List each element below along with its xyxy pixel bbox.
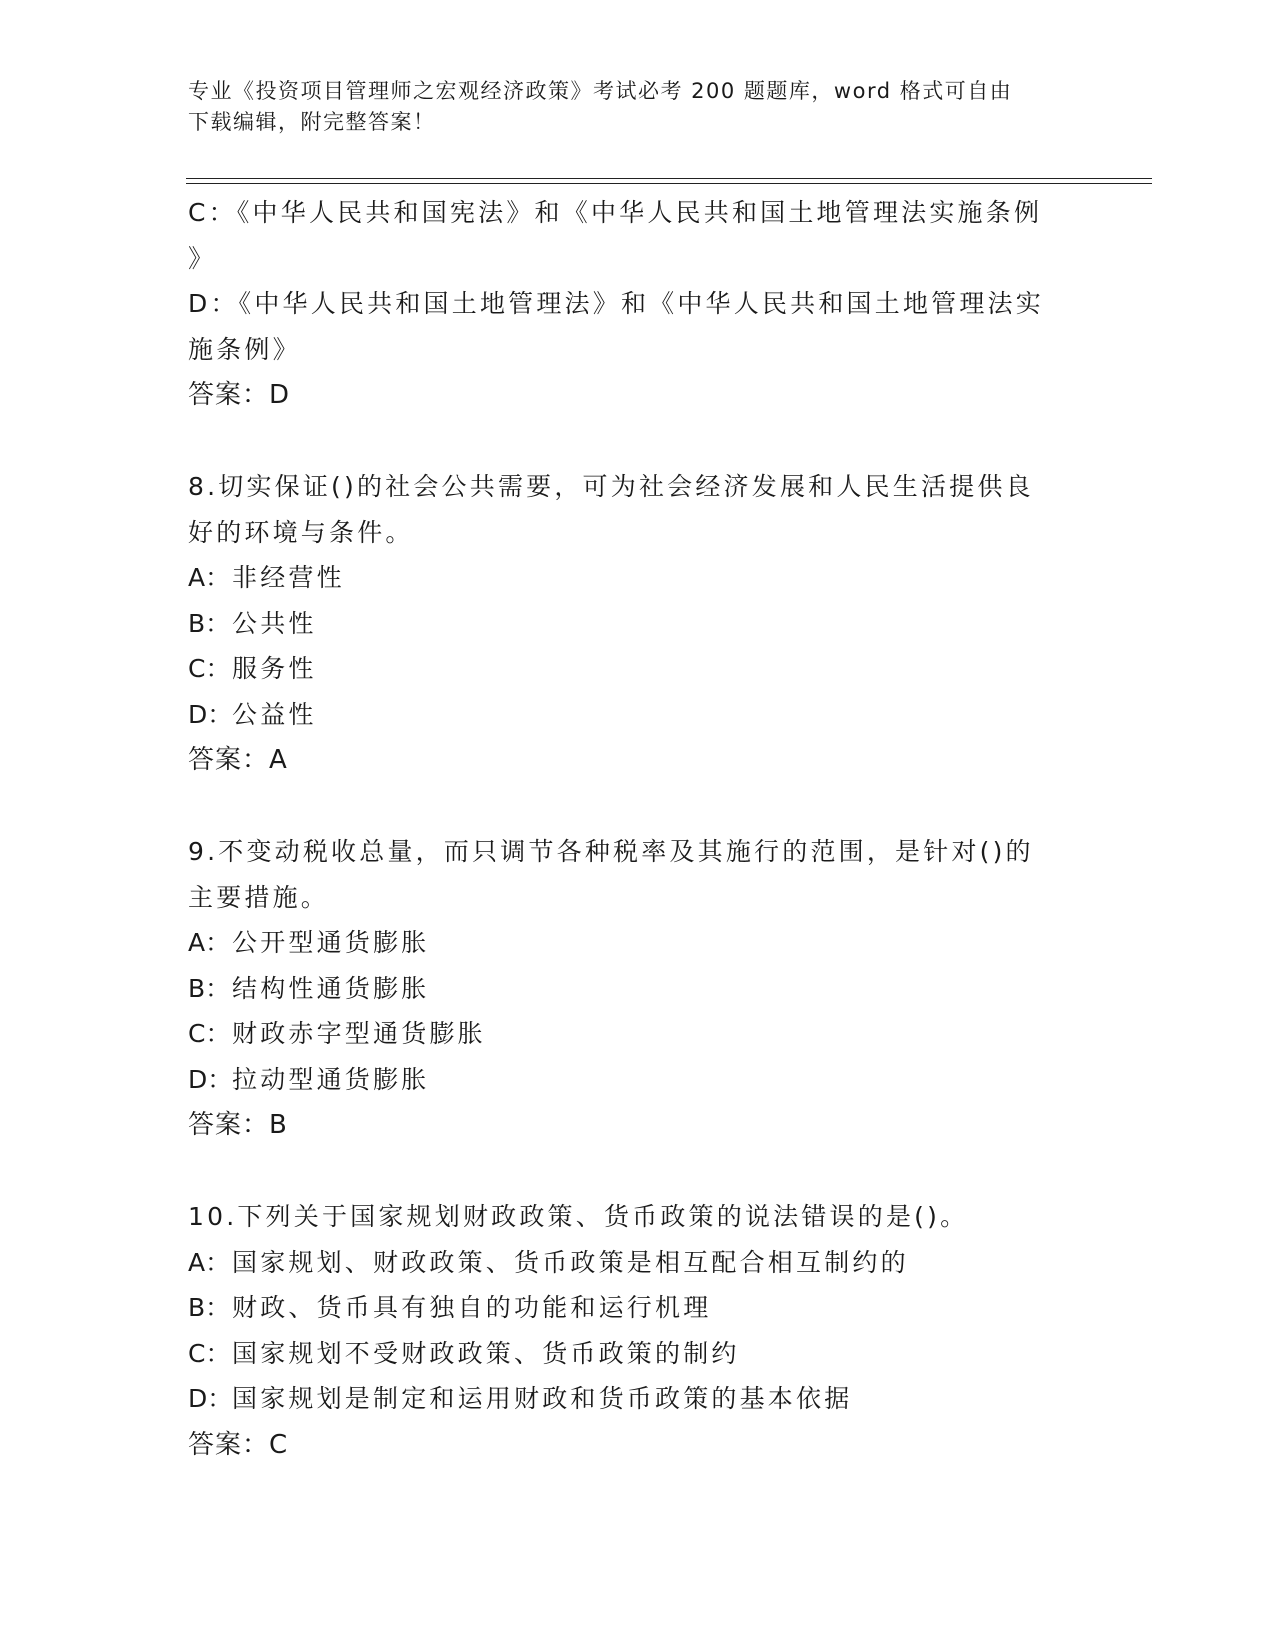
spacer — [188, 783, 1068, 829]
option-text: 拉动型通货膨胀 — [232, 1064, 430, 1094]
answer-line: 答案：D — [188, 380, 291, 410]
question-10 — [188, 1194, 1068, 1468]
option-text: 公共性 — [232, 608, 317, 638]
answer-line: 答案：B — [188, 1110, 288, 1140]
option-label: B： — [188, 608, 231, 638]
question-stem-line-2: 好的环境与条件。 — [188, 517, 414, 547]
question-stem-line-1: 10.下列关于国家规划财政政策、货币政策的说法错误的是()。 — [188, 1202, 969, 1231]
option-label: D： — [188, 1384, 233, 1413]
option-text: 公开型通货膨胀 — [232, 928, 430, 957]
option-label: D： — [188, 1064, 233, 1094]
header-line-1: 专业《投资项目管理师之宏观经济政策》考试必考 200 题题库，word 格式可自由 — [188, 79, 1013, 103]
option-label: A： — [188, 563, 231, 592]
option-c — [188, 646, 1068, 692]
option-label: C： — [188, 1338, 231, 1368]
answer-line: 答案：C — [188, 1429, 289, 1460]
question-8 — [188, 464, 1068, 783]
option-text: 财政、货币具有独自的功能和运行机理 — [232, 1293, 712, 1322]
prev-question — [188, 190, 1068, 418]
option-text: 国家规划、财政政策、货币政策是相互配合相互制约的 — [232, 1247, 909, 1277]
option-b — [188, 966, 1068, 1012]
option-d — [188, 692, 1068, 738]
option-text: 结构性通货膨胀 — [232, 973, 430, 1003]
question-stem-line-2: 主要措施。 — [188, 882, 330, 912]
question-stem-line-1: 8.切实保证()的社会公共需要，可为社会经济发展和人民生活提供良 — [188, 472, 1034, 501]
option-text: 公益性 — [232, 699, 317, 729]
option-text: 财政赤字型通货膨胀 — [232, 1019, 486, 1048]
option-text: 国家规划是制定和运用财政和货币政策的基本依据 — [232, 1384, 853, 1413]
option-text: 服务性 — [232, 654, 317, 683]
option-a — [188, 920, 1068, 966]
question-stem-line-1: 9.不变动税收总量，而只调节各种税率及其施行的范围，是针对()的 — [188, 837, 1034, 866]
answer-line: 答案：A — [188, 745, 288, 775]
option-c-line-1: C：《中华人民共和国宪法》和《中华人民共和国土地管理法实施条例 — [188, 198, 1043, 227]
option-c-line-2: 》 — [188, 243, 217, 273]
header-rule-top — [186, 178, 1152, 179]
header-rule-bottom — [186, 183, 1152, 184]
option-text: 非经营性 — [232, 563, 345, 592]
document-header — [188, 76, 1068, 138]
option-b — [188, 1285, 1068, 1331]
question-9 — [188, 829, 1068, 1148]
option-d-line-2: 施条例》 — [188, 334, 301, 364]
option-label: C： — [188, 1019, 231, 1048]
option-label: A： — [188, 1247, 231, 1277]
option-label: C： — [188, 654, 231, 683]
option-c — [188, 1331, 1068, 1377]
option-b — [188, 601, 1068, 647]
option-label: B： — [188, 973, 231, 1003]
option-label: D： — [188, 699, 233, 729]
option-label: A： — [188, 928, 231, 957]
option-a — [188, 555, 1068, 601]
option-d — [188, 1057, 1068, 1103]
document-body — [188, 190, 1068, 1468]
option-a — [188, 1240, 1068, 1286]
header-line-2: 下载编辑，附完整答案！ — [188, 110, 436, 134]
option-d — [188, 1376, 1068, 1422]
option-c — [188, 1011, 1068, 1057]
option-label: B： — [188, 1293, 231, 1322]
spacer — [188, 1148, 1068, 1194]
option-d-line-1: D：《中华人民共和国土地管理法》和《中华人民共和国土地管理法实 — [188, 289, 1044, 318]
option-text: 国家规划不受财政政策、货币政策的制约 — [232, 1338, 740, 1368]
spacer — [188, 418, 1068, 464]
